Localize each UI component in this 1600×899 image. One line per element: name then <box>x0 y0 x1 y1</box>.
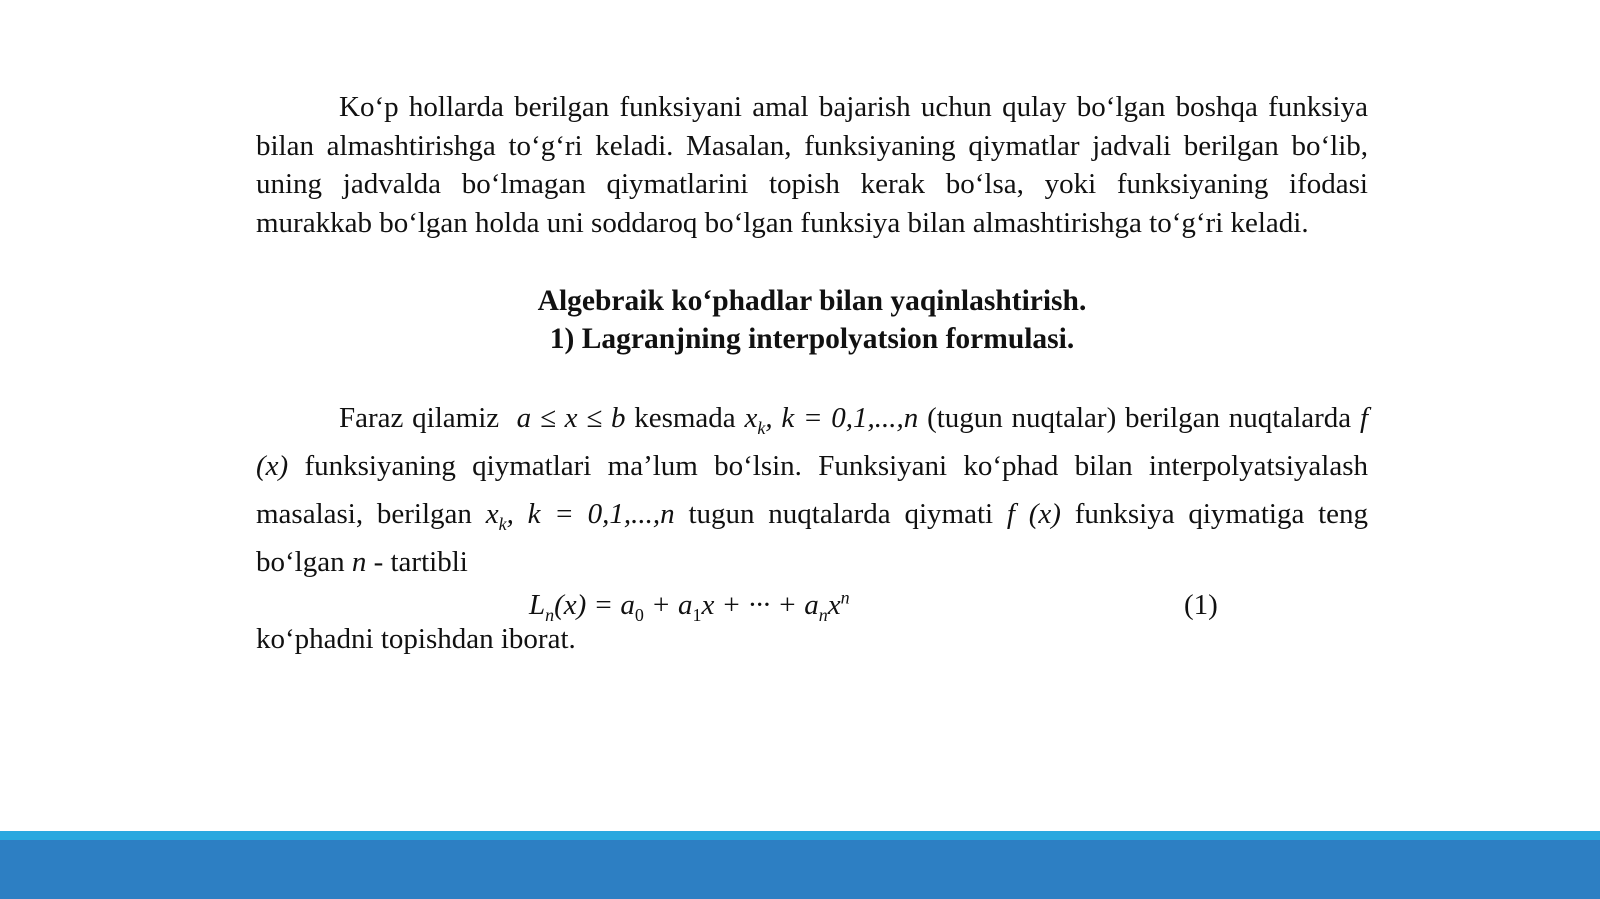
text-kesmada: kesmada <box>634 402 736 434</box>
footer-bar <box>0 840 1600 899</box>
slide-content <box>256 88 1368 659</box>
conclusion-line: ko‘phadni topishdan iborat. <box>256 623 576 655</box>
math-range: , k = 0,1,...,n <box>506 498 675 530</box>
footer-accent-line <box>0 831 1600 840</box>
formula-part: x <box>827 589 841 621</box>
heading-line-2: 1) Lagranjning interpolyatsion formulasi. <box>549 323 1075 355</box>
math-xk-2 <box>485 498 675 534</box>
formula-number: (1) <box>1184 589 1218 621</box>
math-k-subscript: k <box>757 417 766 438</box>
text-tugun: (tugun nuqtalar) berilgan nuqtalarda <box>927 402 1352 434</box>
formula-an-subscript: n <box>818 604 828 625</box>
math-xk-1 <box>744 402 919 438</box>
formula-x-superscript: n <box>840 587 850 608</box>
formula-L: L <box>529 589 546 621</box>
text-faraz: Faraz qilamiz <box>339 402 500 434</box>
formula-part: x + ··· + a <box>701 589 819 621</box>
intro-paragraph: Ko‘p hollarda berilgan funksiyani amal bajarish uchun qulay bo‘lgan boshqa funksiya bilan almashtirishga to‘g‘ri keladi. Masalan, funksiyaning qiymatlar jadvali berilgan bo‘lib, uning jadvalda bo‘lmagan qiymatlarini topish kerak bo‘lsa, yoki funksiyaning ifodasi murakkab bo‘lgan holda uni soddaroq bo‘lgan funksiya bilan almashtirishga to‘g‘ri keladi. <box>256 91 1368 239</box>
formula-row <box>256 584 1368 632</box>
lagrange-polynomial-formula <box>529 586 850 625</box>
math-n: n <box>351 546 367 578</box>
formula-a0-subscript: 0 <box>634 604 644 625</box>
math-k-subscript: k <box>498 513 507 534</box>
math-fx-1: f (x) <box>256 402 1368 482</box>
formula-L-subscript: n <box>545 604 555 625</box>
text-tartibli: - tartibli <box>373 546 468 578</box>
text-qiymati: tugun nuqtalarda qiymati <box>688 498 994 530</box>
math-interval: a ≤ x ≤ b <box>516 402 626 434</box>
text-funksiya-qiymatiga: funksiya qiymatiga teng bo‘lgan <box>256 498 1369 578</box>
math-x: x <box>485 498 499 530</box>
formula-a1-subscript: 1 <box>692 604 702 625</box>
heading-line-1: Algebraik ko‘phadlar bilan yaqinlashtirish. <box>537 285 1087 317</box>
problem-paragraph <box>256 394 1368 586</box>
text-qiymatlari: funksiyaning qiymatlari ma’lum bo‘lsin. Funksiyani ko‘phad bilan interpolyatsiyalash masalasi, berilgan <box>256 450 1368 530</box>
math-x: x <box>744 402 758 434</box>
formula-part: + a <box>643 589 693 621</box>
math-fx-2: f (x) <box>1006 498 1061 530</box>
formula-part: (x) = a <box>554 589 635 621</box>
math-range: , k = 0,1,...,n <box>765 402 919 434</box>
section-heading <box>256 282 1368 358</box>
